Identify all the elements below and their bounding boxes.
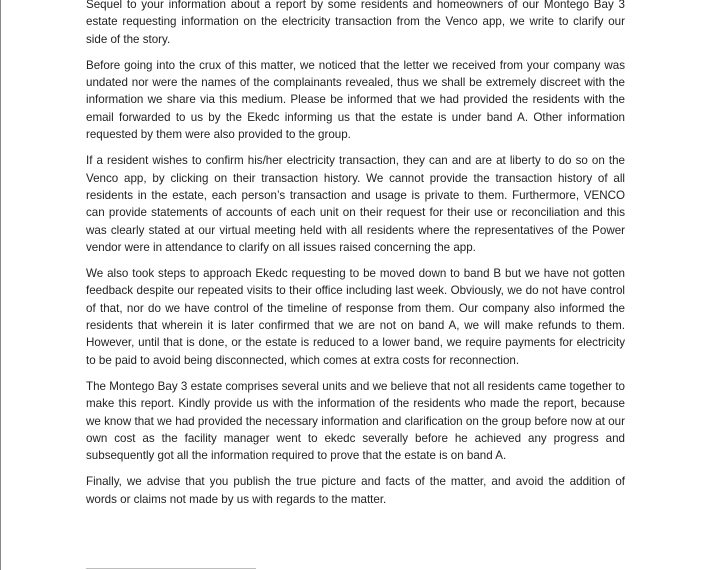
page-left-edge: [0, 0, 1, 570]
paragraph-intro: Sequel to your information about a report by some residents and homeowners of our Montego Bay 3 estate requesting information on the electricity transaction from the Venco app, we write to clarify our side of the story.: [86, 0, 625, 46]
paragraph-undated-letter: Before going into the crux of this matter, we noticed that the letter we received from your company was undated nor were the names of the complainants revealed, thus we shall be extremely discreet with the information we share via this medium. Please be informed that we had provided the residents with the email forwarded to us by the Ekedc informing us that the estate is under band A. Other information requested by them were also provided to the group.: [86, 58, 625, 142]
letter-body: [86, 0, 625, 517]
truncated-text-line: [86, 564, 256, 570]
paragraph-estate-units: The Montego Bay 3 estate comprises several units and we believe that not all residents came together to make this report. Kindly provide us with the information of the residents who made the report, because we know that we had provided the necessary information and clarification on the group before now at our own cost as the facility manager went to ekedc severally before he achieved any progress and subsequently got all the information required to prove that the estate is on band A.: [86, 379, 625, 463]
paragraph-transaction-history: If a resident wishes to confirm his/her electricity transaction, they can and are at liberty to do so on the Venco app, by clicking on their transaction history. We cannot provide the transaction history of all residents in the estate, each person’s transaction and usage is private to them. Furthermore, VENCO can provide statements of accounts of each unit on their request for their use or reconciliation and this was clearly stated at our virtual meeting held with all residents where the representatives of the Power vendor were in attendance to clarify on all issues raised concerning the app.: [86, 154, 625, 254]
paragraph-closing: Finally, we advise that you publish the true picture and facts of the matter, and avoid the addition of words or claims not made by us with regards to the matter.: [86, 475, 625, 506]
paragraph-band-request: We also took steps to approach Ekedc requesting to be moved down to band B but we have not gotten feedback despite our repeated visits to their office including last week. Obviously, we do not have control of that, nor do we have control of the timeline of response from them. Our company also informed the residents that wherein it is later confirmed that we are not on band A, we will make refunds to them. However, until that is done, or the estate is reduced to a lower band, we require payments for electricity to be paid to avoid being disconnected, which comes at extra costs for reconnection.: [86, 267, 625, 367]
